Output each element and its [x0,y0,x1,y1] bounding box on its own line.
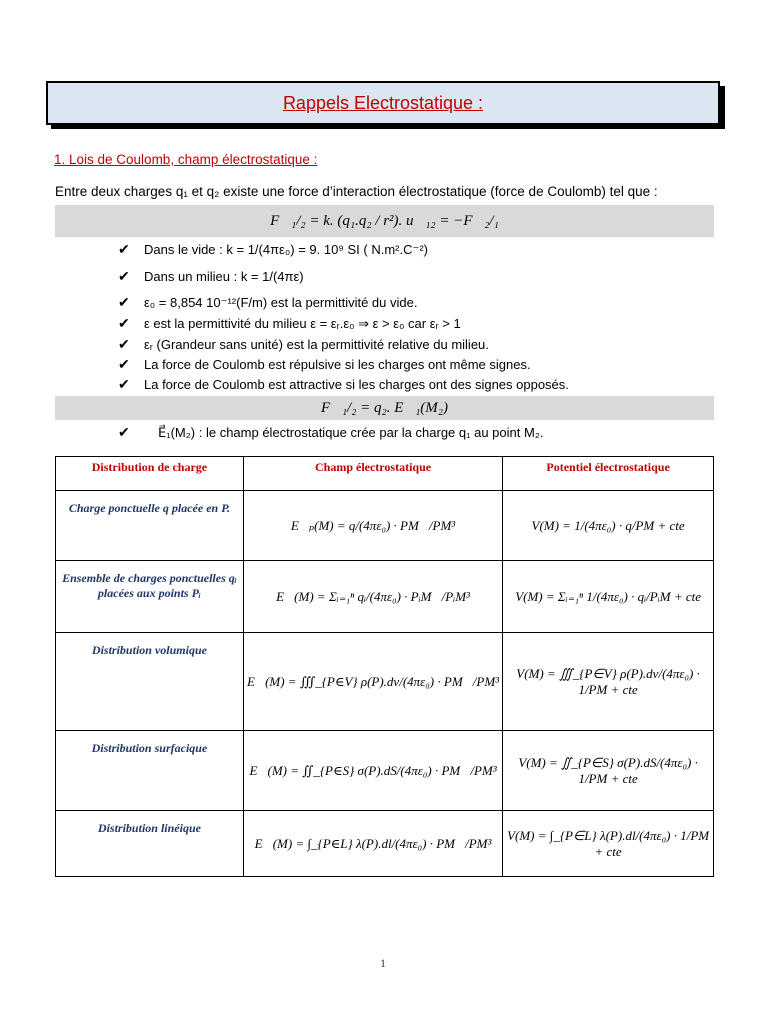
potential-formula: V(M) = ∭_{P∈V} ρ(P).dv/(4πε₀) · 1/PM + cte [503,633,714,731]
table-row [56,491,714,561]
check-icon: ✔ [118,376,130,392]
bullet-item: ✔ La force de Coulomb est répulsive si les charges ont même signes. [118,356,531,372]
potential-formula: V(M) = Σᵢ₌₁ⁿ 1/(4πε₀) · qᵢ/PᵢM + cte [503,561,714,633]
check-icon: ✔ [118,241,130,257]
field-formula: E⃗(M) = ∭_{P∈V} ρ(P).dv/(4πε₀) · PM⃗/PM³ [243,633,502,731]
bullet-item: ✔ ε₀ = 8,854 10⁻¹²(F/m) est la permittivité du vide. [118,294,418,310]
coulomb-equation: F⃗₁/₂ = k. (q₁.q₂ / r²). u⃗₁₂ = −F⃗₂/₁ [55,205,714,237]
check-icon: ✔ [118,315,130,331]
bullet-item: ✔ Dans le vide : k = 1/(4πε₀) = 9. 10⁹ SI ( N.m².C⁻²) [118,241,429,257]
bullet-item: ✔ Dans un milieu : k = 1/(4πε) [118,268,304,284]
check-icon: ✔ [118,336,130,352]
check-icon: ✔ [118,356,130,372]
field-formula: E⃗(M) = Σᵢ₌₁ⁿ qᵢ/(4πε₀) · PᵢM⃗/PᵢM³ [243,561,502,633]
potential-formula: V(M) = ∫_{P∈L} λ(P).dl/(4πε₀) · 1/PM + cte [503,811,714,877]
potential-formula: V(M) = ∬_{P∈S} σ(P).dS/(4πε₀) · 1/PM + cte [503,731,714,811]
page-title: Rappels Electrostatique : [282,92,484,113]
bullet-item: ✔ ε est la permittivité du milieu ε = εᵣ.ε₀ ⇒ ε > ε₀ car εᵣ > 1 [118,315,461,331]
distribution-table [55,456,714,877]
bullet-item: ✔ εᵣ (Grandeur sans unité) est la permittivité relative du milieu. [118,336,489,352]
intro-text: Entre deux charges q₁ et q₂ existe une force d’interaction électrostatique (force de Coulomb) tel que : [55,184,658,199]
bullet-item: ✔ La force de Coulomb est attractive si les charges ont des signes opposés. [118,376,569,392]
row-label: Distribution linéique [56,811,244,877]
potential-formula: V(M) = 1/(4πε₀) · q/PM + cte [503,491,714,561]
force-field-equation: F⃗₁/₂ = q₂. E⃗₁(M₂) [55,396,714,420]
row-label: Charge ponctuelle q placée en P. [56,491,244,561]
table-row [56,811,714,877]
table-header: Distribution de charge [56,457,244,491]
table-row [56,633,714,731]
bullet-item: ✔ E⃗₁(M₂) : le champ électrostatique crée par la charge q₁ au point M₂. [118,424,544,440]
row-label: Distribution volumique [56,633,244,731]
page-number: 1 [380,956,386,970]
section-heading: 1. Lois de Coulomb, champ électrostatique : [54,152,318,167]
title-box [46,81,720,125]
check-icon: ✔ [118,268,130,284]
check-icon: ✔ [118,294,130,310]
table-row [56,731,714,811]
table-header: Potentiel électrostatique [503,457,714,491]
field-formula: E⃗(M) = ∫_{P∈L} λ(P).dl/(4πε₀) · PM⃗/PM³ [243,811,502,877]
field-formula: E⃗ₚ(M) = q/(4πε₀) · PM⃗/PM³ [243,491,502,561]
table-header: Champ électrostatique [243,457,502,491]
field-formula: E⃗(M) = ∬_{P∈S} σ(P).dS/(4πε₀) · PM⃗/PM³ [243,731,502,811]
check-icon: ✔ [118,424,130,440]
row-label: Distribution surfacique [56,731,244,811]
row-label: Ensemble de charges ponctuelles qᵢ placées aux points Pᵢ [56,561,244,633]
table-row [56,561,714,633]
